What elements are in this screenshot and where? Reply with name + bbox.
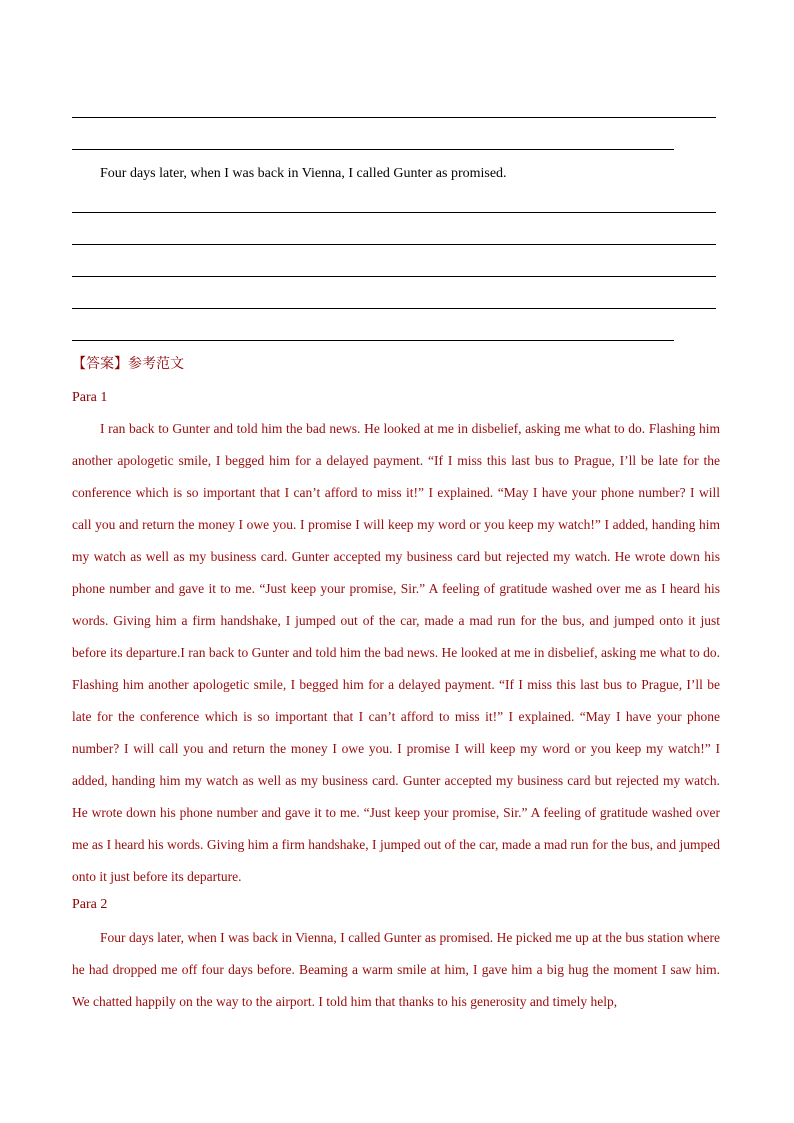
writing-line-1 bbox=[72, 117, 716, 118]
writing-line-3 bbox=[72, 212, 716, 213]
prompt-sentence: Four days later, when I was back in Vienna, I called Gunter as promised. bbox=[100, 166, 507, 181]
para1-label: Para 1 bbox=[72, 390, 108, 405]
para2-text: Four days later, when I was back in Vienna, I called Gunter as promised. He picked me up at the bus station where he had dropped me off four days before. Beaming a warm smile at him, I gave him a big hug the moment I saw him. We chatted happily on the way to the airport. I told him that thanks to his generosity and timely help, bbox=[72, 930, 720, 1009]
answer-heading: 【答案】参考范文 bbox=[72, 357, 184, 372]
writing-line-4 bbox=[72, 244, 716, 245]
para2-label: Para 2 bbox=[72, 897, 108, 912]
writing-line-2 bbox=[72, 149, 674, 150]
writing-line-7 bbox=[72, 340, 674, 341]
writing-line-5 bbox=[72, 276, 716, 277]
writing-line-6 bbox=[72, 308, 716, 309]
para1-text: I ran back to Gunter and told him the bad news. He looked at me in disbelief, asking me what to do. Flashing him another apologetic smile, I begged him for a delayed payment. “If I miss this last bus to Prague, I’ll be late for the conference which is so important that I can’t afford to miss it!” I explained. “May I have your phone number? I will call you and return the money I owe you. I promise I will keep my word or you keep my watch!” I added, handing him my watch as well as my business card. Gunter accepted my business card but rejected my watch. He wrote down his phone number and gave it to me. “Just keep your promise, Sir.” A feeling of gratitude washed over me as I heard his words. Giving him a firm handshake, I jumped out of the car, made a mad run for the bus, and jumped onto it just before its departure.I ran back to Gunter and told him the bad news. He looked at me in disbelief, asking me what to do. Flashing him another apologetic smile, I begged him for a delayed payment. “If I miss this last bus to Prague, I’ll be late for the conference which is so important that I can’t afford to miss it!” I explained. “May I have your phone number? I will call you and return the money I owe you. I promise I will keep my word or you keep my watch!” I added, handing him my watch as well as my business card. Gunter accepted my business card but rejected my watch. He wrote down his phone number and gave it to me. “Just keep your promise, Sir.” A feeling of gratitude washed over me as I heard his words. Giving him a firm handshake, I jumped out of the car, made a mad run for the bus, and jumped onto it just before its departure. bbox=[72, 421, 720, 884]
